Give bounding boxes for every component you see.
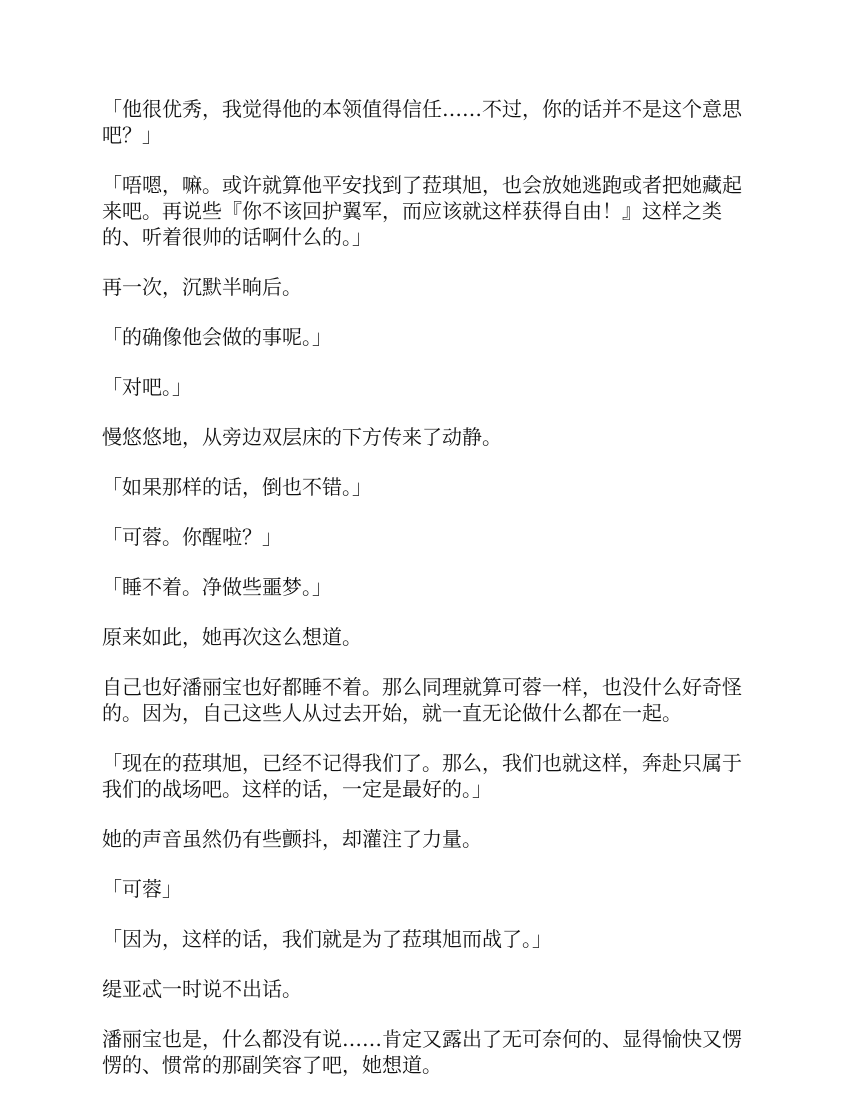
paragraph: 再一次，沉默半晌后。	[102, 275, 302, 299]
paragraph: 「因为，这样的话，我们就是为了菈琪旭而战了。」	[102, 927, 552, 951]
paragraph: 她的声音虽然仍有些颤抖，却灌注了力量。	[102, 827, 482, 851]
paragraph: 「的确像他会做的事呢。」	[102, 325, 332, 349]
paragraph: 「现在的菈琪旭，已经不记得我们了。那么，我们也就这样，奔赴只属于我们的战场吧。这样的话，一定是最好的。」	[102, 751, 742, 801]
paragraph: 「他很优秀，我觉得他的本领值得信任……不过，你的话并不是这个意思吧？」	[102, 97, 742, 147]
paragraph: 「对吧。」	[102, 375, 192, 399]
paragraph: 「唔嗯，嘛。或许就算他平安找到了菈琪旭，也会放她逃跑或者把她藏起来吧。再说些『你不该回护翼军，而应该就这样获得自由！』这样之类的、听着很帅的话啊什么的。」	[102, 173, 742, 249]
paragraph: 「可蓉。你醒啦？」	[102, 525, 282, 549]
paragraph: 「可蓉」	[102, 877, 182, 901]
document-page	[102, 96, 750, 1102]
paragraph: 自己也好潘丽宝也好都睡不着。那么同理就算可蓉一样，也没什么好奇怪的。因为，自己这些人从过去开始，就一直无论做什么都在一起。	[102, 675, 742, 725]
paragraph: 潘丽宝也是，什么都没有说……肯定又露出了无可奈何的、显得愉快又愣愣的、惯常的那副笑容了吧，她想道。	[102, 1027, 742, 1077]
paragraph: 原来如此，她再次这么想道。	[102, 625, 362, 649]
paragraph: 慢悠悠地，从旁边双层床的下方传来了动静。	[102, 425, 502, 449]
paragraph: 「睡不着。净做些噩梦。」	[102, 575, 332, 599]
paragraph: 缇亚忒一时说不出话。	[102, 977, 302, 1001]
paragraph: 「如果那样的话，倒也不错。」	[102, 475, 372, 499]
